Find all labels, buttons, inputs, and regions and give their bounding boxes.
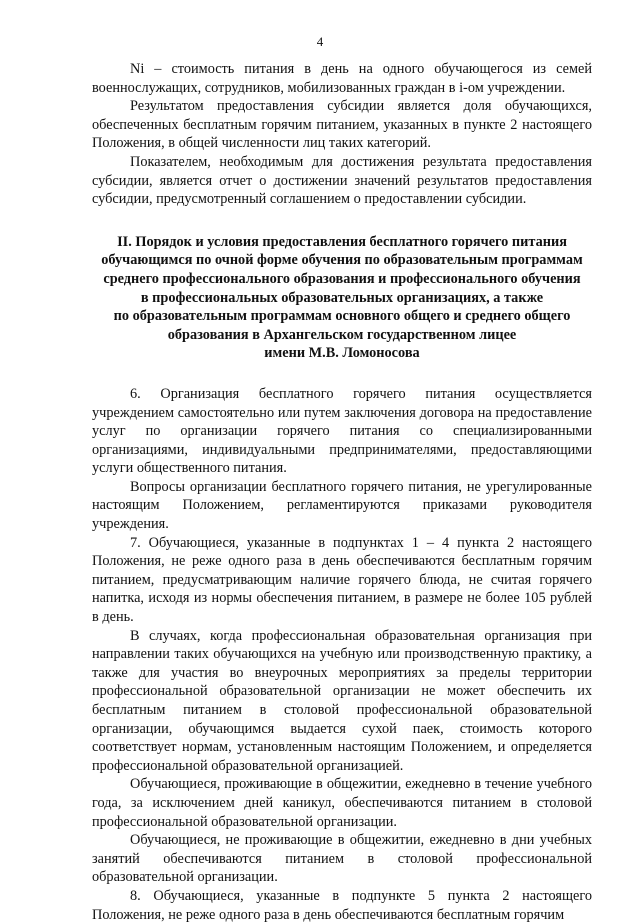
intro-paragraph-1: Ni – стоимость питания в день на одного обучающегося из семей военнослужащих, сотрудников, мобилизованных граждан в i-ом учреждении. bbox=[92, 61, 592, 96]
body-paragraph-5: Обучающиеся, проживающие в общежитии, ежедневно в течение учебного года, за исключением дней каникул, обеспечиваются питанием в столовой профессиональной образовательной организации. bbox=[92, 776, 592, 830]
intro-paragraph-2: Результатом предоставления субсидии является доля обучающихся, обеспеченных бесплатным горячим питанием, указанных в пункте 2 настоящего Положения, в общей численности лиц таких категорий. bbox=[92, 98, 592, 152]
section-heading-line-7: имени М.В. Ломоносова bbox=[264, 345, 420, 362]
intro-paragraph-3: Показателем, необходимым для достижения результата предоставления субсидии, является отчет о достижении значений результатов предоставления субсидии, предусмотренный соглашением о предоставлении субсидии. bbox=[92, 153, 592, 208]
body-paragraph-1: 6. Организация бесплатного горячего питания осуществляется учреждением самостоятельно или путем заключения договора на предоставление услуг по организации горячего питания со специализированными организациями, индивидуальными предпринимателями, предоставляющими услуги общественного питания. bbox=[92, 385, 592, 477]
body-paragraph-2: Вопросы организации бесплатного горячего питания, не урегулированные настоящим Положением, регламентируются приказами руководителя учреждения. bbox=[92, 478, 592, 533]
section-heading-line-1: II. Порядок и условия предоставления бесплатного горячего питания bbox=[117, 233, 567, 250]
body-paragraph-7: 8. Обучающиеся, указанные в подпункте 5 пункта 2 настоящего Положения, не реже одного раза в день обеспечиваются бесплатным горячим bbox=[92, 887, 592, 923]
section-heading bbox=[92, 233, 592, 363]
section-heading-line-3: среднего профессионального образования и профессионального обучения bbox=[103, 270, 581, 287]
section-heading-line-4: в профессиональных образовательных организациях, а также bbox=[140, 289, 544, 306]
section-heading-line-2: обучающимся по очной форме обучения по образовательным программам bbox=[101, 252, 583, 269]
body-paragraph-6: Обучающиеся, не проживающие в общежитии, ежедневно в дни учебных занятий обеспечиваются питанием в столовой профессиональной образовательной организации. bbox=[92, 832, 592, 886]
page-number: 4 bbox=[316, 34, 324, 49]
section-heading-line-6: образования в Архангельском государственном лицее bbox=[167, 326, 517, 343]
page-content bbox=[92, 60, 592, 924]
section-heading-line-5: по образовательным программам основного общего и среднего общего bbox=[113, 308, 571, 325]
body-paragraph-4: В случаях, когда профессиональная образовательная организация при направлении таких обучающихся на учебную или производственную практику, а также для участия во внеурочных мероприятиях за пределы территории профессиональной образовательной организации не может обеспечить их бесплатным питанием в столовой профессиональной образовательной организации, обучающимся выдается сухой паек, стоимость которого соответствует нормам, установленным настоящим Положением, и определяется профессиональной образовательной организацией. bbox=[92, 627, 592, 774]
body-paragraph-3: 7. Обучающиеся, указанные в подпунктах 1 – 4 пункта 2 настоящего Положения, не реже одного раза в день обеспечиваются бесплатным горячим питанием, предусматривающим наличие горячего блюда, не считая горячего напитка, исходя из нормы обеспечения питанием, в размере не более 105 рублей в день. bbox=[92, 534, 592, 626]
